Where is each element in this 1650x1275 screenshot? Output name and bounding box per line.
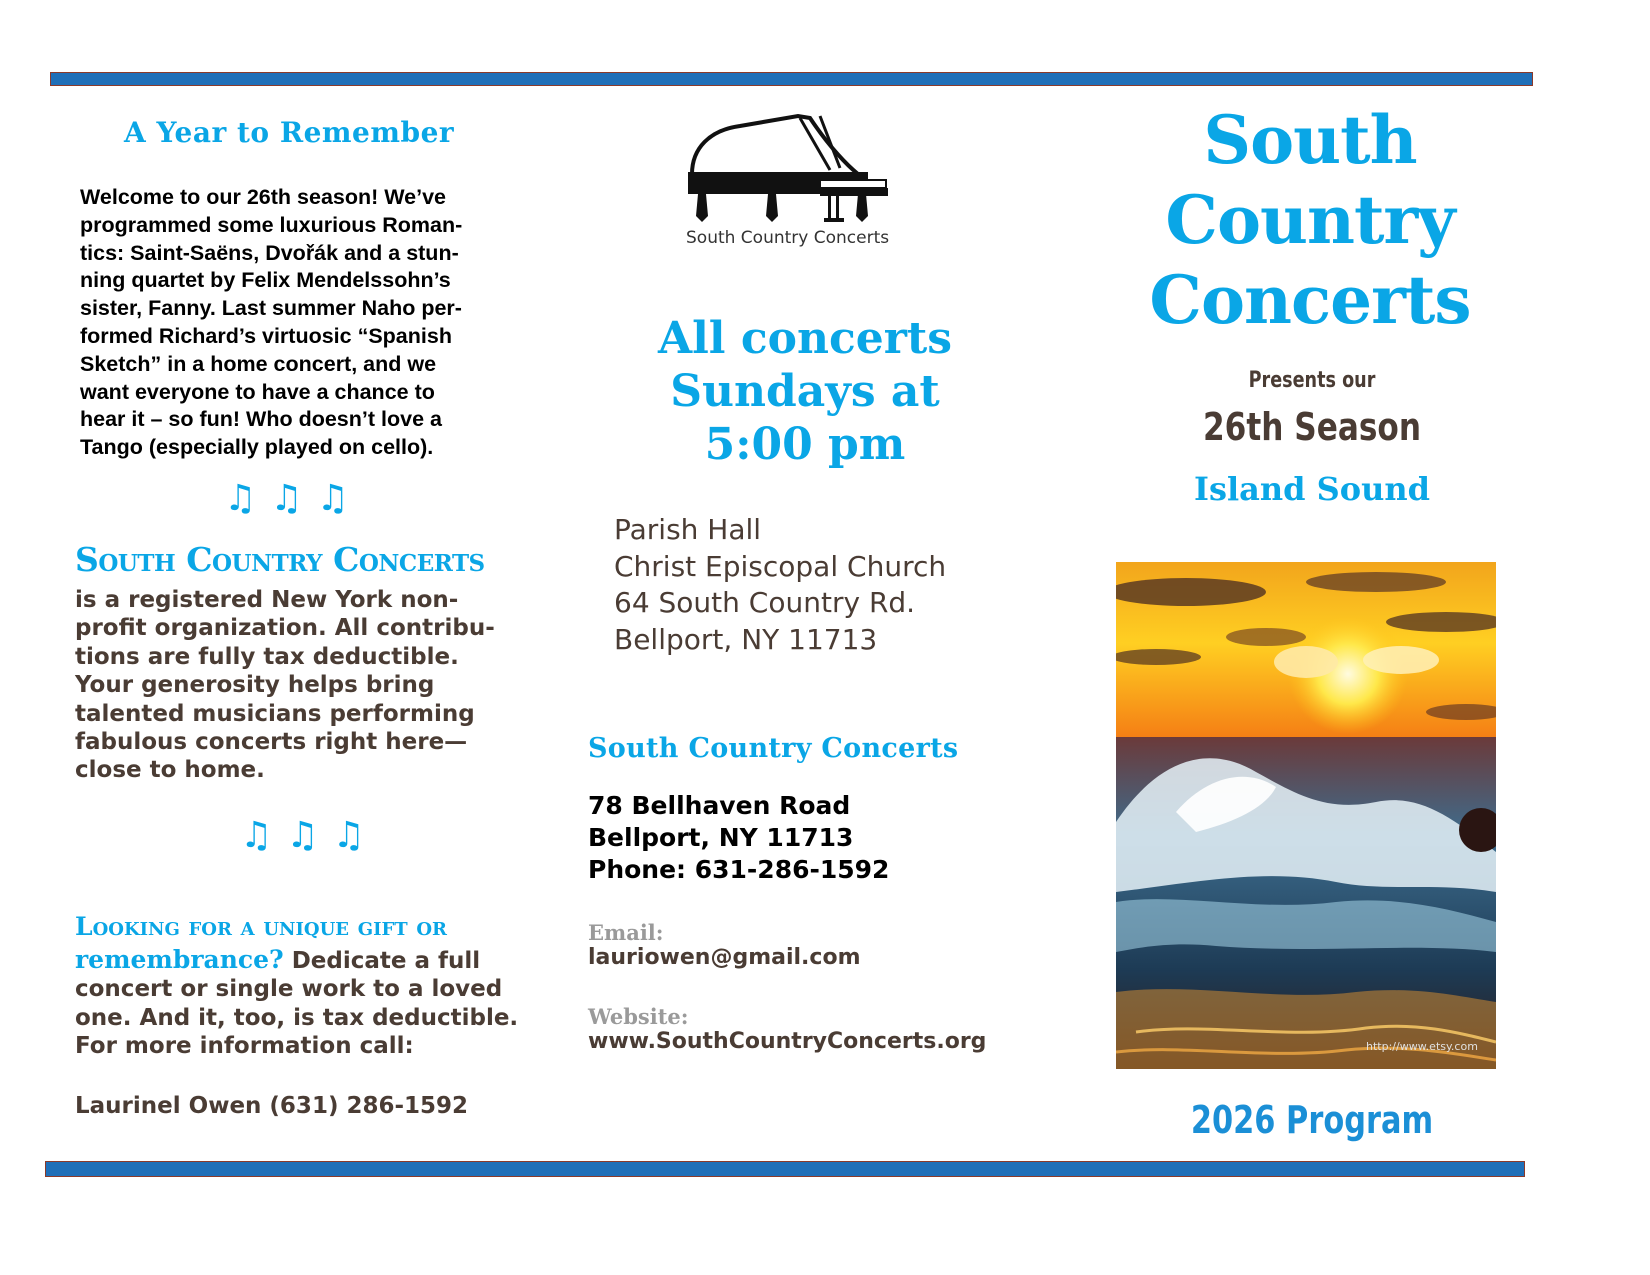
intro-line: formed Richard’s virtuosic “Spanish (80, 323, 452, 348)
mailing-address (588, 790, 1008, 886)
gift-text: Dedicate a full (283, 948, 481, 974)
venue-line: 64 South Country Rd. (614, 586, 916, 620)
venue-line: Parish Hall (614, 513, 762, 546)
theme-text: Island Sound (1193, 470, 1430, 508)
sunset-wave-image (1116, 562, 1496, 1069)
contact-line: Laurinel Owen (631) 286-1592 (75, 1093, 469, 1119)
title-line: Country (1165, 181, 1455, 259)
venue-address (614, 512, 1034, 658)
intro-line: Tango (especially played on cello). (80, 435, 434, 460)
title-line: South (1203, 101, 1417, 179)
org-line: tions are fully tax deductible. (75, 643, 459, 670)
org-line: close to home. (75, 757, 265, 784)
website-link[interactable]: www.SouthCountryConcerts.org (588, 1029, 987, 1054)
grand-piano-icon (680, 108, 900, 228)
cover-title (1105, 100, 1515, 340)
org-name-heading: South Country Concerts (75, 540, 485, 579)
venue-line: Bellport, NY 11713 (614, 622, 878, 656)
gift-line: one. And it, too, is tax deductible. (75, 1004, 519, 1031)
gift-heading-cont: remembrance? (75, 945, 284, 974)
presents-text: Presents our (1248, 368, 1376, 393)
schedule-line: 5:00 pm (704, 419, 906, 470)
schedule-line: All concerts (657, 313, 953, 364)
address-line: Phone: 631-286-1592 (588, 855, 890, 884)
piano-logo (680, 108, 900, 258)
gift-paragraph (75, 908, 535, 1061)
contact-org-heading: South Country Concerts (588, 733, 959, 764)
gift-line: concert or single work to a loved (75, 976, 503, 1003)
address-line: 78 Bellhaven Road (588, 791, 851, 820)
logo-caption: South Country Concerts (686, 228, 890, 248)
intro-line: Welcome to our 26th season! We’ve (80, 185, 447, 209)
intro-line: ning quartet by Felix Mendelssohn’s (80, 268, 451, 293)
schedule-line: Sundays at (670, 366, 940, 417)
gift-heading: Looking for a unique gift or (75, 912, 448, 941)
title-line: Concerts (1149, 261, 1471, 339)
address-line: Bellport, NY 11713 (588, 823, 854, 852)
org-line: Your generosity helps bring (75, 672, 435, 699)
org-line: profit organization. All contribu- (75, 615, 495, 642)
gift-line: For more information call: (75, 1033, 414, 1060)
top-border-bar (50, 72, 1533, 86)
intro-line: programmed some luxurious Roman- (80, 212, 463, 237)
org-line: talented musicians performing (75, 700, 475, 727)
intro-line: want everyone to have a chance to (80, 379, 435, 404)
org-line: fabulous concerts right here— (75, 729, 468, 756)
intro-line: sister, Fanny. Last summer Naho per- (80, 296, 462, 321)
email-link[interactable]: lauriowen@gmail.com (588, 945, 861, 970)
intro-line: hear it – so fun! Who doesn’t love a (80, 407, 442, 432)
intro-line: tics: Saint-Saëns, Dvořák and a stun- (80, 240, 459, 265)
year-heading: A Year to Remember (124, 116, 455, 149)
intro-paragraph (80, 184, 520, 462)
bottom-border-bar (45, 1161, 1525, 1177)
website-label: Website: (588, 1004, 689, 1029)
email-label: Email: (588, 920, 664, 945)
music-notes-icon: ♫♫♫ (240, 815, 379, 856)
venue-line: Christ Episcopal Church (614, 549, 947, 583)
org-paragraph (75, 586, 525, 785)
intro-line: Sketch” in a home concert, and we (80, 351, 437, 376)
program-title: 2026 Program (1190, 1098, 1434, 1142)
org-line: is a registered New York non- (75, 587, 459, 613)
season-text: 26th Season (1202, 405, 1422, 449)
schedule-heading (600, 312, 1010, 471)
image-watermark: http://www.etsy.com (1366, 1040, 1478, 1053)
music-notes-icon: ♫♫♫ (224, 478, 363, 519)
